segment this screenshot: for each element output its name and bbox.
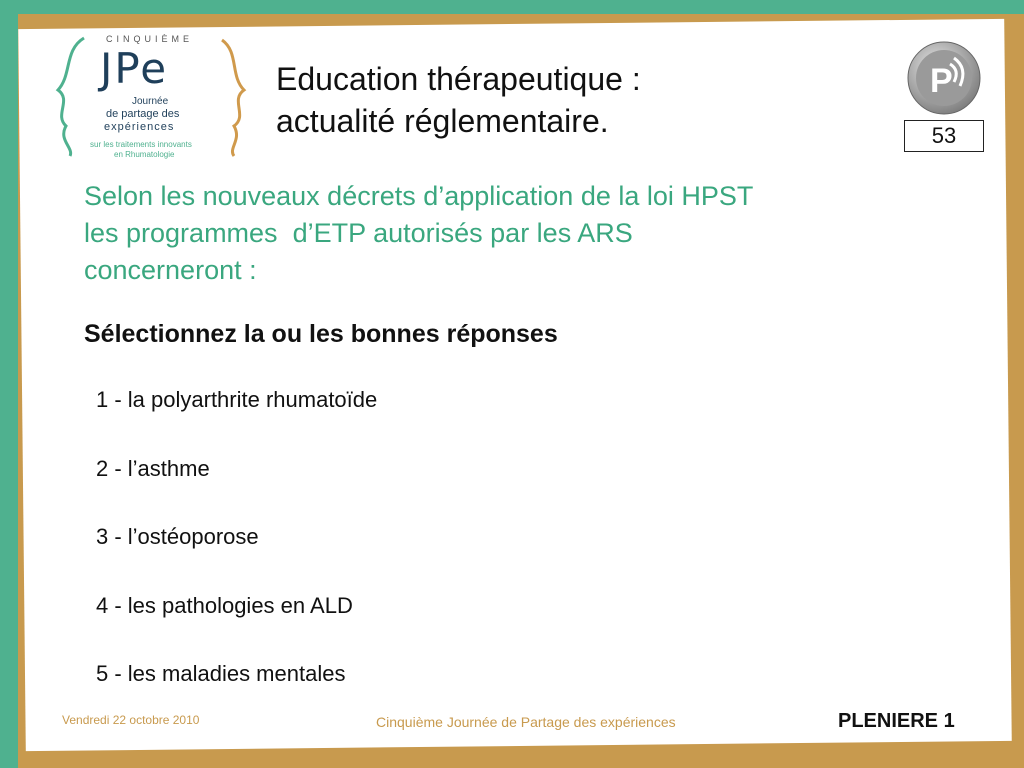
slide-number-box: 53 <box>904 120 984 152</box>
question-line-1: Selon les nouveaux décrets d’application de la loi HPST <box>84 181 754 211</box>
footer-date: Vendredi 22 octobre 2010 <box>62 713 200 727</box>
logo-top-text: CINQUIÈME <box>106 34 194 44</box>
title-line-2: actualité réglementaire. <box>276 103 609 139</box>
answer-option-2: 2 - l’asthme <box>96 455 210 481</box>
slide-title <box>276 58 796 142</box>
answer-option-4: 4 - les pathologies en ALD <box>96 592 353 618</box>
jpe-logo <box>44 30 264 160</box>
logo-line-2: de partage des <box>106 108 180 120</box>
footer-session: PLENIERE 1 <box>838 710 955 732</box>
logo-line-1: Journée <box>132 96 169 107</box>
logo-line-4: sur les traitements innovants <box>90 140 192 149</box>
answer-option-3: 3 - l’ostéoporose <box>96 524 259 549</box>
logo-line-5: en Rhumatologie <box>114 150 175 159</box>
instruction-text: Sélectionnez la ou les bonnes réponses <box>84 320 558 348</box>
answer-option-1: 1 - la polyarthrite rhumatoïde <box>96 387 378 412</box>
logo-line-3: expériences <box>104 121 175 133</box>
answer-option-5: 5 - les maladies mentales <box>96 661 346 686</box>
answer-list <box>96 386 377 729</box>
svg-text:P: P <box>930 62 953 100</box>
logo-acronym: JPe <box>100 44 169 93</box>
footer-event-name: Cinquième Journée de Partage des expériences <box>376 714 676 730</box>
title-line-1: Education thérapeutique : <box>276 61 641 97</box>
question-line-3: concerneront : <box>84 255 257 285</box>
question-text <box>84 178 964 289</box>
question-line-2: les programmes d’ETP autorisés par les ARS <box>84 218 633 248</box>
voting-keypad-icon <box>906 40 982 116</box>
